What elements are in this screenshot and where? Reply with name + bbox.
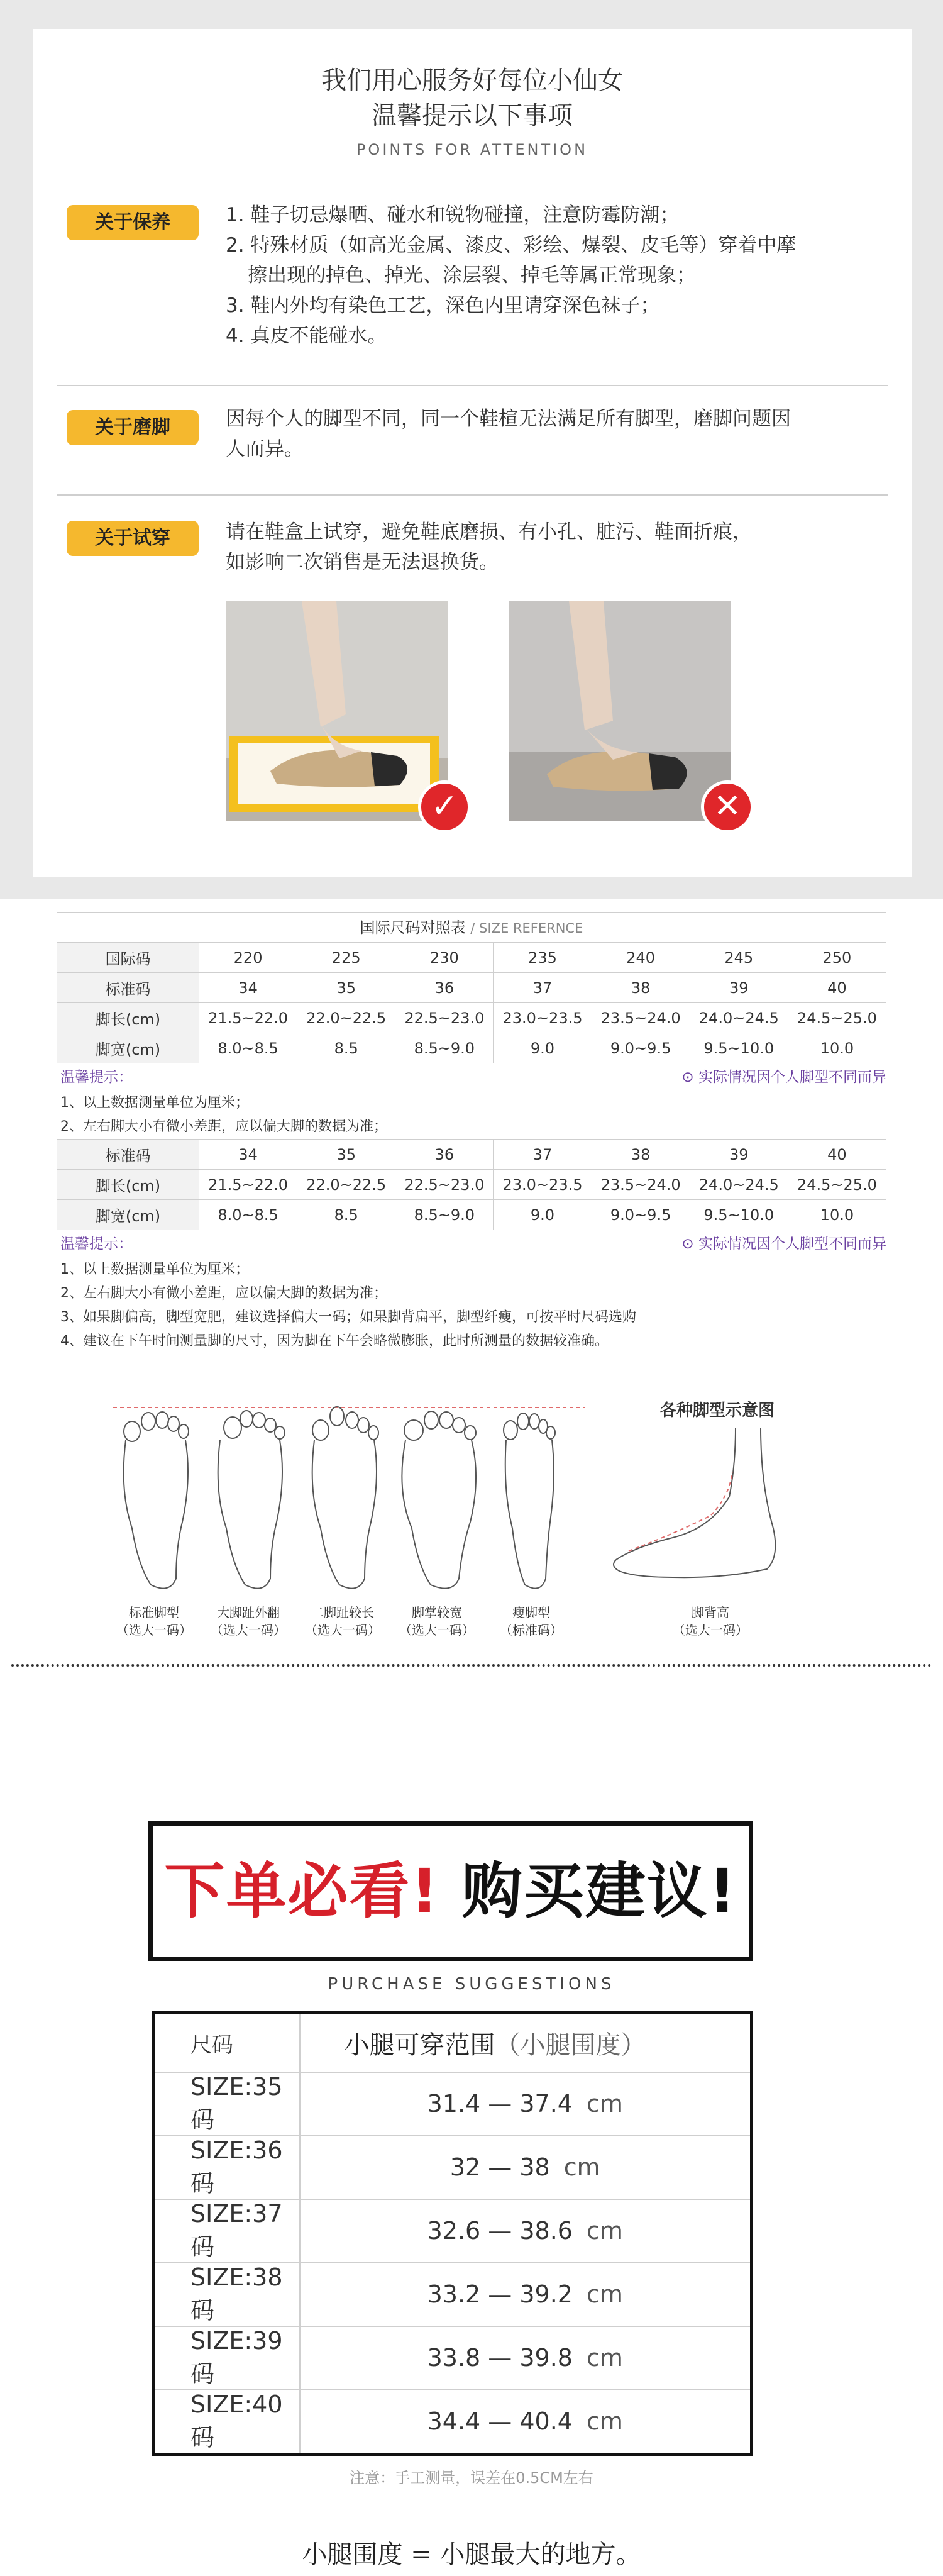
foot-types <box>107 1402 824 1641</box>
table-row <box>57 1003 886 1033</box>
rubbing-badge: 关于磨脚 <box>67 410 199 445</box>
table-cell: 40 <box>788 973 886 1003</box>
table-cell: 8.5~9.0 <box>395 1033 494 1063</box>
foot-caption <box>660 1604 761 1639</box>
divider <box>57 494 888 496</box>
foot-type-advice: （选大一码） <box>305 1623 380 1638</box>
tip-label: 温馨提示： <box>60 1069 133 1085</box>
foot-type-advice: （选大一码） <box>399 1623 475 1638</box>
table-cell: 230 <box>395 943 494 973</box>
calf-range: 33.8 — 39.8 <box>427 2344 573 2372</box>
dotted-divider <box>11 1664 932 1667</box>
calf-unit: cm <box>586 2217 623 2245</box>
calf-size: SIZE:37码 <box>154 2199 300 2263</box>
calf-range-cell <box>300 2263 752 2326</box>
care-item: 擦出现的掉色、掉光、涂层裂、掉毛等属正常现象； <box>248 264 696 287</box>
table-cell: 24.5~25.0 <box>788 1003 886 1033</box>
tryon-line: 如影响二次销售是无法退换货。 <box>226 551 499 574</box>
attention-title-line1: 我们用心服务好每位小仙女 <box>321 66 623 95</box>
calf-unit: cm <box>586 2407 623 2435</box>
rubbing-line: 人而异。 <box>226 438 304 460</box>
purchase-title <box>153 1853 749 1929</box>
foot-types-title: 各种脚型示意图 <box>660 1401 775 1420</box>
calf-unit: cm <box>586 2344 623 2372</box>
divider <box>57 385 888 386</box>
table-cell: 34 <box>199 973 297 1003</box>
tip-row <box>57 1063 886 1091</box>
calf-size: SIZE:36码 <box>154 2136 300 2199</box>
calf-table <box>152 2011 753 2456</box>
table-cell: 9.0~9.5 <box>592 1033 690 1063</box>
table-cell: 250 <box>788 943 886 973</box>
tip-right: ⊙ 实际情况因个人脚型不同而异 <box>681 1069 886 1085</box>
note: 2、左右脚大小有微小差距，应以偏大脚的数据为准； <box>60 1119 387 1135</box>
table-cell: 8.5~9.0 <box>395 1200 494 1230</box>
row-label: 脚宽(cm) <box>57 1033 199 1063</box>
table-cell: 235 <box>494 943 592 973</box>
note: 4、建议在下午时间测量脚的尺寸，因为脚在下午会略微膨胀，此时所测量的数据较准确。 <box>60 1333 609 1349</box>
tryon-correct-photo <box>226 601 448 821</box>
purchase-title-box <box>148 1821 753 1961</box>
calf-row <box>154 2199 752 2263</box>
calf-size: SIZE:35码 <box>154 2072 300 2136</box>
table-cell: 36 <box>395 973 494 1003</box>
tip-right-text: 实际情况因个人脚型不同而异 <box>698 1236 886 1252</box>
row-label: 国际码 <box>57 943 199 973</box>
calf-unit: cm <box>586 2090 623 2118</box>
table-cell: 35 <box>297 1140 395 1170</box>
calf-unit: cm <box>563 2153 600 2181</box>
note: 1、以上数据测量单位为厘米； <box>60 1262 249 1277</box>
foot-outlines <box>107 1402 824 1604</box>
table-cell: 225 <box>297 943 395 973</box>
table-cell: 220 <box>199 943 297 973</box>
tip-right-text: 实际情况因个人脚型不同而异 <box>698 1069 886 1085</box>
table-cell: 23.0~23.5 <box>494 1003 592 1033</box>
calf-range-cell <box>300 2136 752 2199</box>
foot-type-name: 二脚趾较长 <box>311 1605 374 1620</box>
foot-type-advice: （选大一码） <box>116 1623 192 1638</box>
calf-range: 34.4 — 40.4 <box>427 2407 573 2435</box>
table-cell: 21.5~22.0 <box>199 1170 297 1200</box>
size-chart <box>57 912 886 1353</box>
table-cell: 8.0~8.5 <box>199 1033 297 1063</box>
foot-type-advice: （标准码） <box>500 1623 563 1638</box>
foot-type-advice: （选大一码） <box>673 1623 748 1638</box>
purchase-title-black: 购买建议! <box>461 1856 737 1926</box>
calf-header-paren: （小腿围度） <box>495 2030 646 2060</box>
row-label: 标准码 <box>57 973 199 1003</box>
table-cell: 10.0 <box>788 1033 886 1063</box>
calf-size: SIZE:38码 <box>154 2263 300 2326</box>
table-cell: 9.5~10.0 <box>690 1033 788 1063</box>
attention-title-line2: 温馨提示以下事项 <box>372 101 573 130</box>
foot-caption <box>481 1604 582 1639</box>
table-cell: 40 <box>788 1140 886 1170</box>
table-cell: 9.0 <box>494 1200 592 1230</box>
purchase-title-red: 下单必看! <box>164 1856 440 1926</box>
size-table-1 <box>57 942 886 1063</box>
foot-type-name: 脚掌较宽 <box>412 1605 462 1620</box>
tryon-text <box>226 517 880 577</box>
calf-header-row <box>154 2013 752 2072</box>
calf-range-cell <box>300 2326 752 2390</box>
size-chart-title-en: / SIZE REFERNCE <box>470 921 583 936</box>
table-row <box>57 1170 886 1200</box>
foot-type-name: 脚背高 <box>692 1605 729 1620</box>
table-cell: 38 <box>592 1140 690 1170</box>
table-cell: 22.5~23.0 <box>395 1170 494 1200</box>
table-cell: 24.5~25.0 <box>788 1170 886 1200</box>
table-cell: 37 <box>494 1140 592 1170</box>
foot-type-name: 瘦脚型 <box>512 1605 550 1620</box>
table-cell: 22.0~22.5 <box>297 1170 395 1200</box>
table-cell: 10.0 <box>788 1200 886 1230</box>
table-row <box>57 1200 886 1230</box>
care-item: 3. 鞋内外均有染色工艺，深色内里请穿深色袜子； <box>226 294 660 317</box>
calf-row <box>154 2390 752 2455</box>
foot-caption <box>292 1604 393 1639</box>
calf-range: 32 — 38 <box>449 2153 550 2181</box>
calf-note: 注意：手工测量，误差在0.5CM左右 <box>350 2469 593 2487</box>
table-cell: 24.0~24.5 <box>690 1170 788 1200</box>
attention-subtitle: POINTS FOR ATTENTION <box>356 141 588 158</box>
row-label: 标准码 <box>57 1140 199 1170</box>
calf-range: 32.6 — 38.6 <box>427 2217 573 2245</box>
table-cell: 23.0~23.5 <box>494 1170 592 1200</box>
calf-row <box>154 2136 752 2199</box>
calf-row <box>154 2263 752 2326</box>
check-icon: ✓ <box>418 780 471 833</box>
table-row <box>57 1033 886 1063</box>
size-table-2 <box>57 1139 886 1230</box>
care-item: 4. 真皮不能碰水。 <box>226 325 387 347</box>
calf-range-cell <box>300 2072 752 2136</box>
table-cell: 36 <box>395 1140 494 1170</box>
attention-panel <box>0 0 943 899</box>
table-cell: 8.5 <box>297 1033 395 1063</box>
size-chart-title-cn: 国际尺码对照表 <box>360 919 466 936</box>
note: 2、左右脚大小有微小差距，应以偏大脚的数据为准； <box>60 1285 387 1301</box>
note: 1、以上数据测量单位为厘米； <box>60 1095 249 1111</box>
calf-range-cell <box>300 2390 752 2455</box>
calf-header-range-text: 小腿可穿范围 <box>344 2030 495 2060</box>
care-item: 1. 鞋子切忌爆晒、碰水和锐物碰撞，注意防霉防潮； <box>226 204 680 226</box>
foot-caption <box>387 1604 487 1639</box>
table-cell: 9.0~9.5 <box>592 1200 690 1230</box>
table-cell: 39 <box>690 973 788 1003</box>
table-cell: 21.5~22.0 <box>199 1003 297 1033</box>
table-cell: 35 <box>297 973 395 1003</box>
table-cell: 8.0~8.5 <box>199 1200 297 1230</box>
table-cell: 22.5~23.0 <box>395 1003 494 1033</box>
size-chart-title <box>57 912 886 942</box>
care-item: 2. 特殊材质（如高光金属、漆皮、彩绘、爆裂、皮毛等）穿着中摩 <box>226 234 797 257</box>
table-cell: 37 <box>494 973 592 1003</box>
foot-type-name: 标准脚型 <box>129 1605 179 1620</box>
table-cell: 23.5~24.0 <box>592 1170 690 1200</box>
table-cell: 245 <box>690 943 788 973</box>
table-cell: 23.5~24.0 <box>592 1003 690 1033</box>
table-cell: 240 <box>592 943 690 973</box>
calf-range: 31.4 — 37.4 <box>427 2090 573 2118</box>
foot-type-name: 大脚趾外翻 <box>217 1605 280 1620</box>
care-badge: 关于保养 <box>67 205 199 240</box>
table-cell: 39 <box>690 1140 788 1170</box>
table-row <box>57 943 886 973</box>
tryon-wrong-photo <box>509 601 731 821</box>
care-text <box>226 200 880 351</box>
calf-range: 33.2 — 39.2 <box>427 2280 573 2308</box>
tip-right: ⊙ 实际情况因个人脚型不同而异 <box>681 1236 886 1252</box>
note: 3、如果脚偏高，脚型宽肥，建议选择偏大一码；如果脚背扁平，脚型纤瘦，可按平时尺码选购 <box>60 1309 637 1325</box>
tryon-line: 请在鞋盒上试穿，避免鞋底磨损、有小孔、脏污、鞋面折痕， <box>226 521 752 543</box>
foot-caption <box>104 1604 204 1639</box>
table-cell: 24.0~24.5 <box>690 1003 788 1033</box>
attention-card <box>33 29 912 877</box>
calf-header-size: 尺码 <box>154 2013 300 2072</box>
table-cell: 38 <box>592 973 690 1003</box>
purchase-subtitle: PURCHASE SUGGESTIONS <box>328 1975 615 1994</box>
calf-row <box>154 2326 752 2390</box>
row-label: 脚长(cm) <box>57 1003 199 1033</box>
table-cell: 34 <box>199 1140 297 1170</box>
rubbing-line: 因每个人的脚型不同，同一个鞋楦无法满足所有脚型，磨脚问题因 <box>226 408 791 430</box>
tryon-badge: 关于试穿 <box>67 521 199 556</box>
table-cell: 8.5 <box>297 1200 395 1230</box>
calf-size: SIZE:39码 <box>154 2326 300 2390</box>
calf-size: SIZE:40码 <box>154 2390 300 2455</box>
calf-definition: 小腿围度 = 小腿最大的地方。 <box>302 2540 641 2569</box>
row-label: 脚长(cm) <box>57 1170 199 1200</box>
calf-header-range <box>300 2013 752 2072</box>
rubbing-text <box>226 404 880 464</box>
table-cell: 22.0~22.5 <box>297 1003 395 1033</box>
tip-row <box>57 1230 886 1258</box>
calf-unit: cm <box>586 2280 623 2308</box>
cross-icon: ✕ <box>701 780 754 833</box>
foot-caption <box>198 1604 299 1639</box>
table-cell: 9.0 <box>494 1033 592 1063</box>
tip-label: 温馨提示： <box>60 1236 133 1252</box>
foot-type-advice: （选大一码） <box>211 1623 286 1638</box>
row-label: 脚宽(cm) <box>57 1200 199 1230</box>
table-row <box>57 1140 886 1170</box>
calf-row <box>154 2072 752 2136</box>
table-row <box>57 973 886 1003</box>
table-cell: 9.5~10.0 <box>690 1200 788 1230</box>
calf-range-cell <box>300 2199 752 2263</box>
